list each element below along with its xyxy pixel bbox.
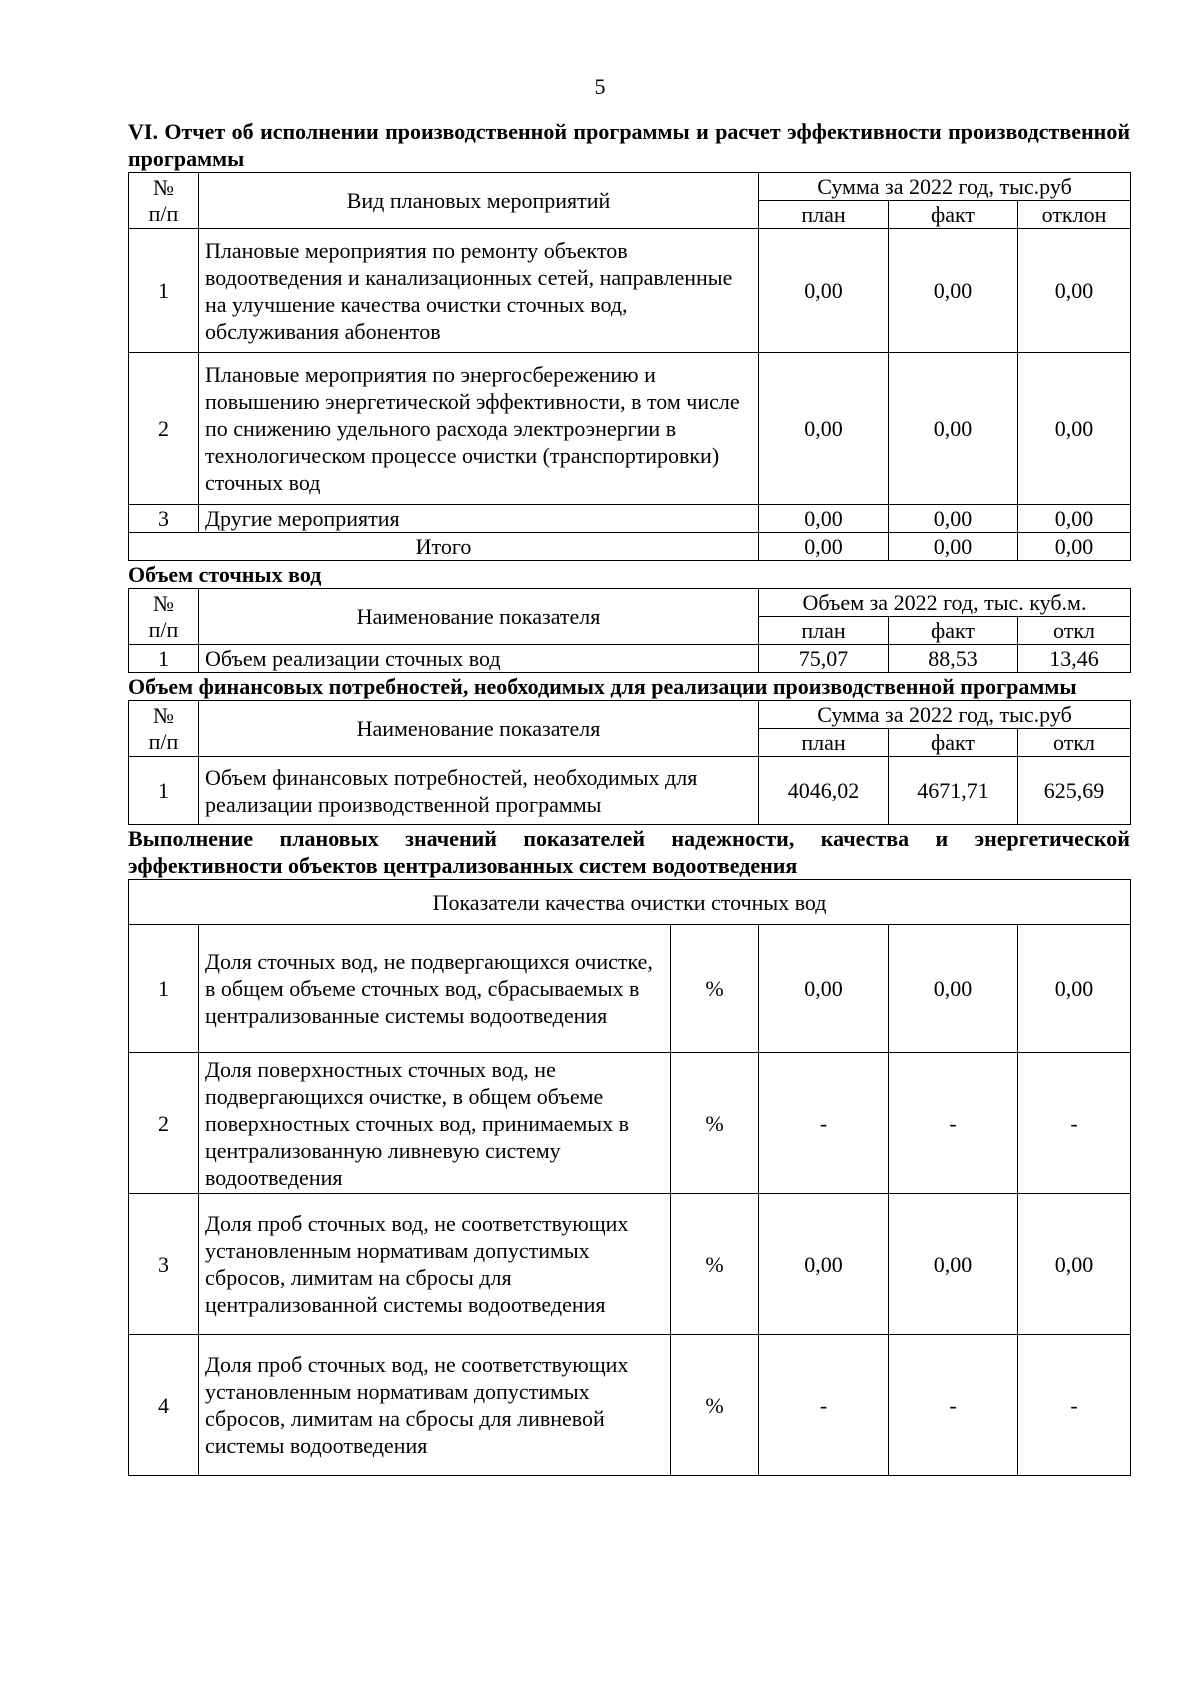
- header-deviation: откл: [1018, 617, 1131, 645]
- row-deviation: 0,00: [1018, 353, 1131, 505]
- row-fact: 0,00: [889, 505, 1018, 533]
- row-unit: %: [671, 1053, 759, 1194]
- row-number: 2: [129, 1053, 199, 1194]
- row-deviation: -: [1018, 1053, 1131, 1194]
- row-fact: -: [889, 1335, 1018, 1476]
- row-fact: 0,00: [889, 229, 1018, 353]
- row-number: 3: [129, 505, 199, 533]
- page-number: 5: [594, 74, 606, 99]
- row-plan: 0,00: [759, 505, 889, 533]
- row-number: 1: [129, 757, 199, 825]
- row-fact: 88,53: [889, 645, 1018, 673]
- header-number: [129, 173, 199, 229]
- table-row: [129, 645, 1131, 673]
- table-row: [129, 925, 1131, 1053]
- row-indicator: Объем реализации сточных вод: [199, 645, 759, 673]
- row-fact: 4671,71: [889, 757, 1018, 825]
- document-body: [128, 118, 1130, 1476]
- row-number: 1: [129, 229, 199, 353]
- header-sum: Сумма за 2022 год, тыс.руб: [759, 701, 1131, 729]
- row-number: 1: [129, 925, 199, 1053]
- table-quality-indicators: [128, 879, 1131, 1476]
- row-indicator: Доля проб сточных вод, не соответствующих установленным нормативам допустимых сбросов, лимитам на сбросы для ливневой системы водоотведения: [199, 1335, 671, 1476]
- row-deviation: 0,00: [1018, 1194, 1131, 1335]
- header-deviation: отклон: [1018, 201, 1131, 229]
- table-row: [129, 757, 1131, 825]
- header-fact: факт: [889, 729, 1018, 757]
- header-number: [129, 589, 199, 645]
- header-number-line2: п/п: [148, 728, 179, 754]
- table-header-row: [129, 173, 1131, 201]
- header-number-line2: п/п: [148, 616, 179, 642]
- section-heading-quality-indicators: Выполнение плановых значений показателей надежности, качества и энергетической эффективности объектов централизованных систем водоотведения: [128, 826, 1130, 878]
- row-number: 4: [129, 1335, 199, 1476]
- section-heading-report: VI. Отчет об исполнении производственной программы и расчет эффективности производственной программы: [128, 119, 1130, 171]
- header-volume: Объем за 2022 год, тыс. куб.м.: [759, 589, 1131, 617]
- row-deviation: -: [1018, 1335, 1131, 1476]
- total-label: Итого: [129, 533, 759, 561]
- table-row: [129, 1053, 1131, 1194]
- row-plan: 75,07: [759, 645, 889, 673]
- row-indicator: Доля поверхностных сточных вод, не подвергающихся очистке, в общем объеме поверхностных сточных вод, принимаемых в централизованную ливневую систему водоотведения: [199, 1053, 671, 1194]
- row-plan: 0,00: [759, 353, 889, 505]
- row-fact: 0,00: [889, 925, 1018, 1053]
- header-plan: план: [759, 617, 889, 645]
- header-plan: план: [759, 201, 889, 229]
- row-unit: %: [671, 925, 759, 1053]
- table-row: [129, 1335, 1131, 1476]
- group-title-row: [129, 880, 1131, 925]
- row-plan: 0,00: [759, 229, 889, 353]
- row-number: 2: [129, 353, 199, 505]
- table-header-row: [129, 701, 1131, 729]
- header-activity-type: Вид плановых мероприятий: [199, 173, 759, 229]
- table-wastewater-volume: [128, 588, 1131, 673]
- header-indicator-name: Наименование показателя: [199, 701, 759, 757]
- row-activity: Другие мероприятия: [199, 505, 759, 533]
- group-title: Показатели качества очистки сточных вод: [129, 880, 1131, 925]
- row-plan: 0,00: [759, 1194, 889, 1335]
- section-heading-financial-needs: Объем финансовых потребностей, необходимых для реализации производственной программы: [128, 674, 1077, 699]
- row-fact: 0,00: [889, 1194, 1018, 1335]
- section-heading-wastewater-volume: Объем сточных вод: [128, 562, 322, 587]
- table-row: [129, 353, 1131, 505]
- row-fact: -: [889, 1053, 1018, 1194]
- row-plan: -: [759, 1335, 889, 1476]
- header-number-line1: №: [153, 702, 174, 728]
- table-planned-activities: [128, 172, 1131, 561]
- total-plan: 0,00: [759, 533, 889, 561]
- row-unit: %: [671, 1335, 759, 1476]
- total-row: [129, 533, 1131, 561]
- row-number: 1: [129, 645, 199, 673]
- row-deviation: 13,46: [1018, 645, 1131, 673]
- total-deviation: 0,00: [1018, 533, 1131, 561]
- header-fact: факт: [889, 617, 1018, 645]
- row-unit: %: [671, 1194, 759, 1335]
- header-indicator-name: Наименование показателя: [199, 589, 759, 645]
- header-number-line2: п/п: [148, 200, 179, 226]
- row-fact: 0,00: [889, 353, 1018, 505]
- row-plan: 0,00: [759, 925, 889, 1053]
- table-row: [129, 505, 1131, 533]
- row-indicator: Объем финансовых потребностей, необходимых для реализации производственной программы: [199, 757, 759, 825]
- header-number: [129, 701, 199, 757]
- row-indicator: Доля сточных вод, не подвергающихся очистке, в общем объеме сточных вод, сбрасываемых в централизованные системы водоотведения: [199, 925, 671, 1053]
- header-number-line1: №: [153, 590, 174, 616]
- row-deviation: 625,69: [1018, 757, 1131, 825]
- table-row: [129, 229, 1131, 353]
- row-deviation: 0,00: [1018, 229, 1131, 353]
- row-plan: 4046,02: [759, 757, 889, 825]
- row-deviation: 0,00: [1018, 925, 1131, 1053]
- row-plan: -: [759, 1053, 889, 1194]
- row-activity: Плановые мероприятия по ремонту объектов водоотведения и канализационных сетей, направленные на улучшение качества очистки сточных вод, обслуживания абонентов: [199, 229, 759, 353]
- header-plan: план: [759, 729, 889, 757]
- header-number-line1: №: [153, 174, 174, 200]
- row-number: 3: [129, 1194, 199, 1335]
- table-financial-needs: [128, 700, 1131, 825]
- table-row: [129, 1194, 1131, 1335]
- row-indicator: Доля проб сточных вод, не соответствующих установленным нормативам допустимых сбросов, лимитам на сбросы для централизованной системы водоотведения: [199, 1194, 671, 1335]
- total-fact: 0,00: [889, 533, 1018, 561]
- header-deviation: откл: [1018, 729, 1131, 757]
- row-activity: Плановые мероприятия по энергосбережению и повышению энергетической эффективности, в том числе по снижению удельного расхода электроэнергии в технологическом процессе очистки (транспортировки) сточных вод: [199, 353, 759, 505]
- table-header-row: [129, 589, 1131, 617]
- row-deviation: 0,00: [1018, 505, 1131, 533]
- header-sum: Сумма за 2022 год, тыс.руб: [759, 173, 1131, 201]
- header-fact: факт: [889, 201, 1018, 229]
